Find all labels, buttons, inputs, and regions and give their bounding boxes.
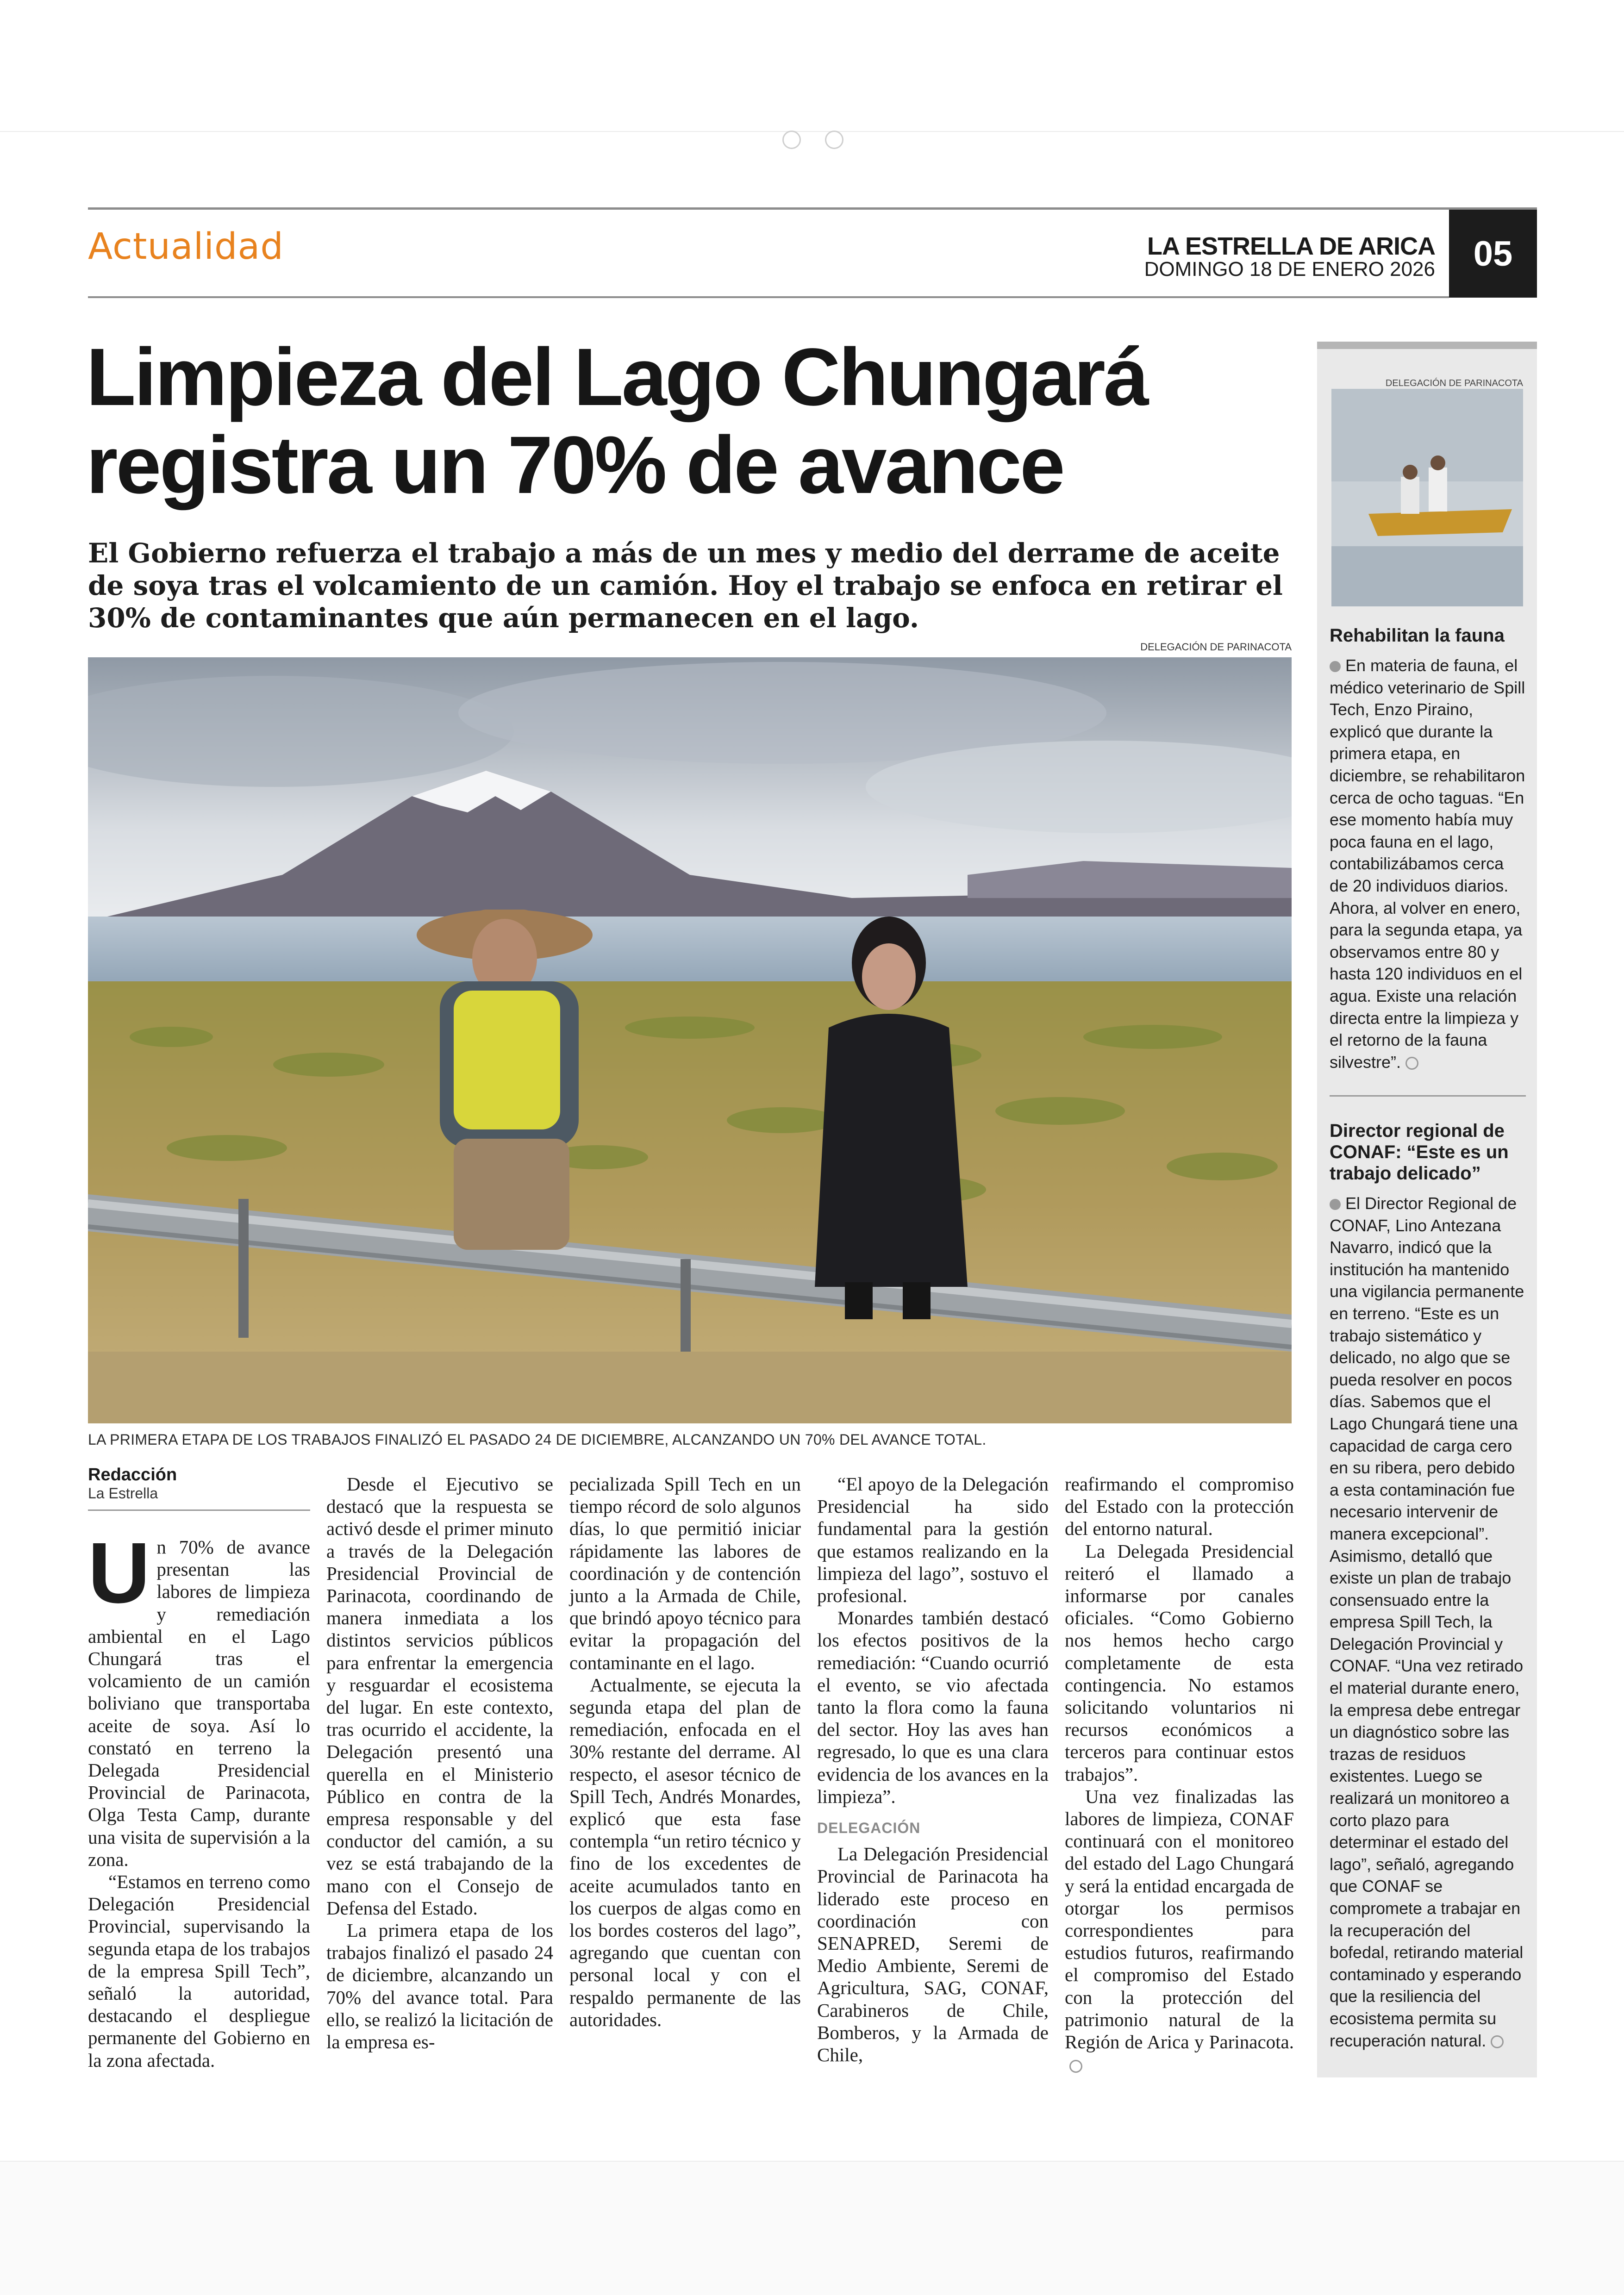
article-paragraph — [88, 1525, 310, 1871]
article-column-3 — [569, 1473, 801, 2031]
bullet-icon — [1330, 661, 1341, 672]
dek: El Gobierno refuerza el trabajo a más de un mes y medio del derrame de aceite de soya tras el volcamiento de un camión. Hoy el trabajo se enfoca en retirar el 30% de contaminantes que aún permanecen en el lago. — [88, 537, 1283, 634]
byline — [88, 1465, 310, 1511]
section-subhead: DELEGACIÓN — [817, 1820, 921, 1837]
sidebar-divider — [1330, 1095, 1526, 1097]
article-paragraph: pecializada Spill Tech en un tiempo récord de solo algunos días, lo que permitió iniciar rápidamente las labores de coordinación y de contención junto a la Armada de Chile, que brindó apoyo técnico para evitar la propagación del contaminante en el lago. — [569, 1473, 801, 1673]
paragraph-text: Una vez finalizadas las labores de limpieza, CONAF continuará con el monitoreo del estado del Lago Chungará y será la entidad encargada de otorgar los permisos correspondientes para estudios futuros, reafirmando el compromiso del Estado con la protección del patrimonio natural de la Región de Arica y Parinacota. — [1065, 1785, 1294, 2053]
paragraph-text: n 70% de avance presentan las labores de limpieza y remediación ambiental en el Lago Chungará tras el volcamiento de un camión boliviano que transportaba aceite de soya. Así lo constató en terreno la Delegada Presidencial Provincial de Parinacota, Olga Testa Camp, durante una visita de supervisión a la zona. — [88, 1536, 310, 1870]
end-mark-icon — [1405, 1057, 1418, 1070]
bottom-margin — [0, 2161, 1624, 2295]
photo-credit: DELEGACIÓN DE PARINACOTA — [1140, 641, 1292, 653]
issue-date: DOMINGO 18 DE ENERO 2026 — [1144, 258, 1435, 281]
sidebar-text — [1330, 1545, 1526, 2052]
drop-cap: U — [88, 1525, 150, 1621]
sidebar-paragraph: En materia de fauna, el médico veterinario de Spill Tech, Enzo Piraino, explicó que durante la primera etapa, en diciembre, se rehabilitaron cerca de ocho taguas. “En ese momento había muy poca fauna en el lago, contabilizábamos cerca de 20 individuos diarios. Ahora, al volver en enero, para la segunda etapa, ya observamos entre 80 y hasta 120 individuos en el agua. Existe una relación directa entre la limpieza y el retorno de la fauna silvestre”. — [1330, 656, 1525, 1072]
sidebar-paragraph: El Director Regional de CONAF, Lino Antezana Navarro, indicó que la institución ha mantenido una vigilancia permanente en terreno. “Este es un trabajo sistemático y delicado, no algo que se pueda resolver en pocos días. Sabemos que el Lago Chungará tiene una capacidad de carga cero en su ribera, pero debido a esta contaminación fue necesario intervenir de manera excepcional”. — [1330, 1194, 1524, 1543]
headline — [86, 333, 1299, 509]
newspaper-name: LA ESTRELLA DE ARICA — [1147, 232, 1435, 260]
top-margin — [0, 0, 1624, 132]
sidebar-text — [1330, 1192, 1526, 1545]
sidebar-conaf — [1330, 1120, 1526, 2052]
article-paragraph: Actualmente, se ejecuta la segunda etapa del plan de remediación, enfocada en el 30% restante del derrame. Al respecto, el asesor técnico de Spill Tech, Andrés Monardes, explicó que esta fase contempla “un retiro técnico y fino de los excedentes de aceite acumulados tanto en los cuerpos de algas como en los bordes costeros del lago”, agregando que cuentan con personal local y con el respaldo permanente de las autoridades. — [569, 1674, 801, 2030]
article-column-1 — [88, 1525, 310, 2071]
sidebar-photo-credit: DELEGACIÓN DE PARINACOTA — [1385, 378, 1523, 388]
sidebar-photo — [1331, 389, 1523, 606]
photo-caption: LA PRIMERA ETAPA DE LOS TRABAJOS FINALIZÓ EL PASADO 24 DE DICIEMBRE, ALCANZANDO UN 70% DEL AVANCE TOTAL. — [88, 1431, 987, 1448]
article-paragraph: La Delegación Presidencial Provincial de Parinacota ha liderado este proceso en coordinación con SENAPRED, Seremi de Medio Ambiente, Seremi de Agricultura, SAG, CONAF, Carabineros de Chile, Bomberos, y la Armada de Chile, — [817, 1843, 1049, 2066]
article-paragraph: Monardes también destacó los efectos positivos de la remediación: “Cuando ocurrió el evento, se vio afectada tanto la flora como la fauna del sector. Hoy las aves han regresado, lo que es una clara evidencia de los avances en la limpieza”. — [817, 1607, 1049, 1807]
page-dot-icon[interactable] — [782, 131, 801, 149]
sidebar-fauna — [1330, 625, 1526, 1073]
article-column-5 — [1065, 1473, 1294, 2075]
article-column-2 — [326, 1473, 553, 2053]
header-top-rule — [88, 207, 1537, 210]
sidebar-paragraph: Asimismo, detalló que existe un plan de trabajo consensuado entre la empresa Spill Tech, la Delegación Provincial y CONAF. “Una vez retirado el material durante enero, la empresa debe entregar un diagnóstico sobre las trazas de residuos existentes. Luego se realizará un monitoreo a corto plazo para determinar el estado del lago”, señaló, agregando que CONAF se compromete a trabajar en la recuperación del bofedal, retirando material contaminado y esperando que la resiliencia del ecosistema permita su recuperación natural. — [1330, 1546, 1524, 2050]
end-mark-icon — [1069, 2060, 1082, 2073]
article-paragraph: La primera etapa de los trabajos finalizó el pasado 24 de diciembre, alcanzando un 70% del avance total. Para ello, se realizó la licitación de la empresa es- — [326, 1920, 553, 2053]
sidebar-heading: Director regional de CONAF: “Este es un trabajo delicado” — [1330, 1121, 1509, 1184]
page-number: 05 — [1449, 210, 1537, 298]
article-paragraph: La Delegada Presidencial reiteró el llamado a informarse por canales oficiales. “Como Gobierno nos hemos hecho cargo completamente de esta contingencia. No estamos solicitando voluntarios ni recursos económicos a terceros para continuar estos trabajos”. — [1065, 1540, 1294, 1785]
article-paragraph: Desde el Ejecutivo se destacó que la respuesta se activó desde el primer minuto a través de la Delegación Presidencial Provincial de Parinacota, coordinando de manera inmediata a los distintos servicios públicos para enfrentar la emergencia y resguardar el ecosistema del lugar. En este contexto, tras ocurrido el accidente, la Delegación presentó una querella en el Ministerio Público en contra de la empresa responsable y del conductor del camión, a su vez se está trabajando de la mano con el Consejo de Defensa del Estado. — [326, 1473, 553, 1919]
article-paragraph: “El apoyo de la Delegación Presidencial ha sido fundamental para la gestión que estamos realizando en la limpieza del lago”, sostuvo el profesional. — [817, 1473, 1049, 1607]
bullet-icon — [1330, 1199, 1341, 1210]
page-dot-icon[interactable] — [825, 131, 843, 149]
header-bottom-rule — [88, 296, 1449, 298]
lake-landscape-illustration — [88, 657, 1292, 1423]
byline-outlet: La Estrella — [88, 1485, 158, 1502]
section-label: Actualidad — [88, 226, 284, 268]
end-mark-icon — [1491, 2035, 1504, 2048]
byline-author: Redacción — [88, 1465, 177, 1484]
page-pagination-dots[interactable] — [782, 131, 843, 149]
main-photo — [88, 657, 1292, 1423]
article-paragraph — [1065, 1785, 1294, 2076]
boat-on-lake-illustration — [1331, 389, 1523, 606]
article-paragraph: “Estamos en terreno como Delegación Presidencial Provincial, supervisando la segunda etapa de los trabajos de la empresa Spill Tech”, señaló la autoridad, destacando el despliegue permanente del Gobierno en la zona afectada. — [88, 1871, 310, 2071]
headline-line: Limpieza del Lago Chungará — [86, 332, 1147, 423]
sidebar-heading: Rehabilitan la fauna — [1330, 625, 1505, 646]
article-column-4 — [817, 1473, 1049, 2066]
sidebar-text — [1330, 655, 1526, 1073]
article-paragraph: reafirmando el compromiso del Estado con la protección del entorno natural. — [1065, 1473, 1294, 1540]
masthead — [1111, 234, 1435, 281]
headline-line: registra un 70% de avance — [86, 420, 1063, 511]
